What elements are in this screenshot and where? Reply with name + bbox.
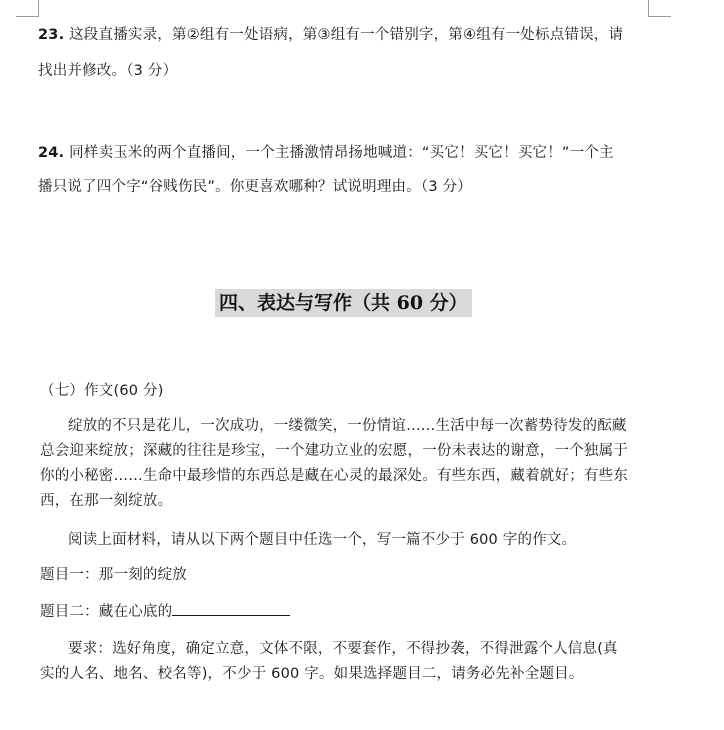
essay-topic-2 xyxy=(40,601,290,622)
section-title: 四、表达与写作（共 60 分） xyxy=(215,289,472,317)
question-23-line-2: 找出并修改。（3 分） xyxy=(38,63,178,79)
question-24-number: 24. xyxy=(38,145,65,161)
essay-requirement-line-2: 实的人名、地名、校名等)，不少于 600 字。如果选择题目二，请务必先补全题目。 xyxy=(40,666,584,682)
question-23-line-1 xyxy=(38,25,623,45)
question-24-line-1 xyxy=(38,143,614,163)
essay-topic-2-text: 题目二：藏在心底的 xyxy=(40,604,173,620)
question-24-text: 同样卖玉米的两个直播间，一个主播激情昂扬地喊道：“买它！买它！买它！”一个主 xyxy=(69,145,614,161)
essay-heading: （七）作文(60 分) xyxy=(40,383,164,399)
essay-material-line-3: 你的小秘密……生命中最珍惜的东西总是藏在心灵的最深处。有些东西，藏着就好；有些东 xyxy=(40,468,628,484)
essay-material-line-1: 绽放的不只是花儿，一次成功，一缕微笑，一份情谊……生活中每一次蓄势待发的酝藏 xyxy=(68,418,627,434)
essay-requirement-line-1: 要求：选好角度，确定立意，文体不限，不要套作，不得抄袭，不得泄露个人信息(真 xyxy=(68,641,618,657)
question-23-text: 这段直播实录，第②组有一处语病，第③组有一个错别字，第④组有一处标点错误，请 xyxy=(69,27,624,43)
essay-material-line-2: 总会迎来绽放；深藏的往往是珍宝，一个建功立业的宏愿，一份未表达的谢意，一个独属于 xyxy=(40,443,628,459)
essay-material-line-4: 西，在那一刻绽放。 xyxy=(40,493,173,509)
crop-mark-top-left xyxy=(16,0,39,17)
essay-topic-1: 题目一：那一刻的绽放 xyxy=(40,567,187,583)
crop-mark-top-right xyxy=(648,0,671,17)
essay-instruction: 阅读上面材料，请从以下两个题目中任选一个，写一篇不少于 600 字的作文。 xyxy=(68,532,577,548)
question-23-number: 23. xyxy=(38,27,65,43)
question-24-line-2: 播只说了四个字“谷贱伤民”。你更喜欢哪种？试说明理由。（3 分） xyxy=(38,179,473,195)
topic-blank-line xyxy=(172,601,290,616)
